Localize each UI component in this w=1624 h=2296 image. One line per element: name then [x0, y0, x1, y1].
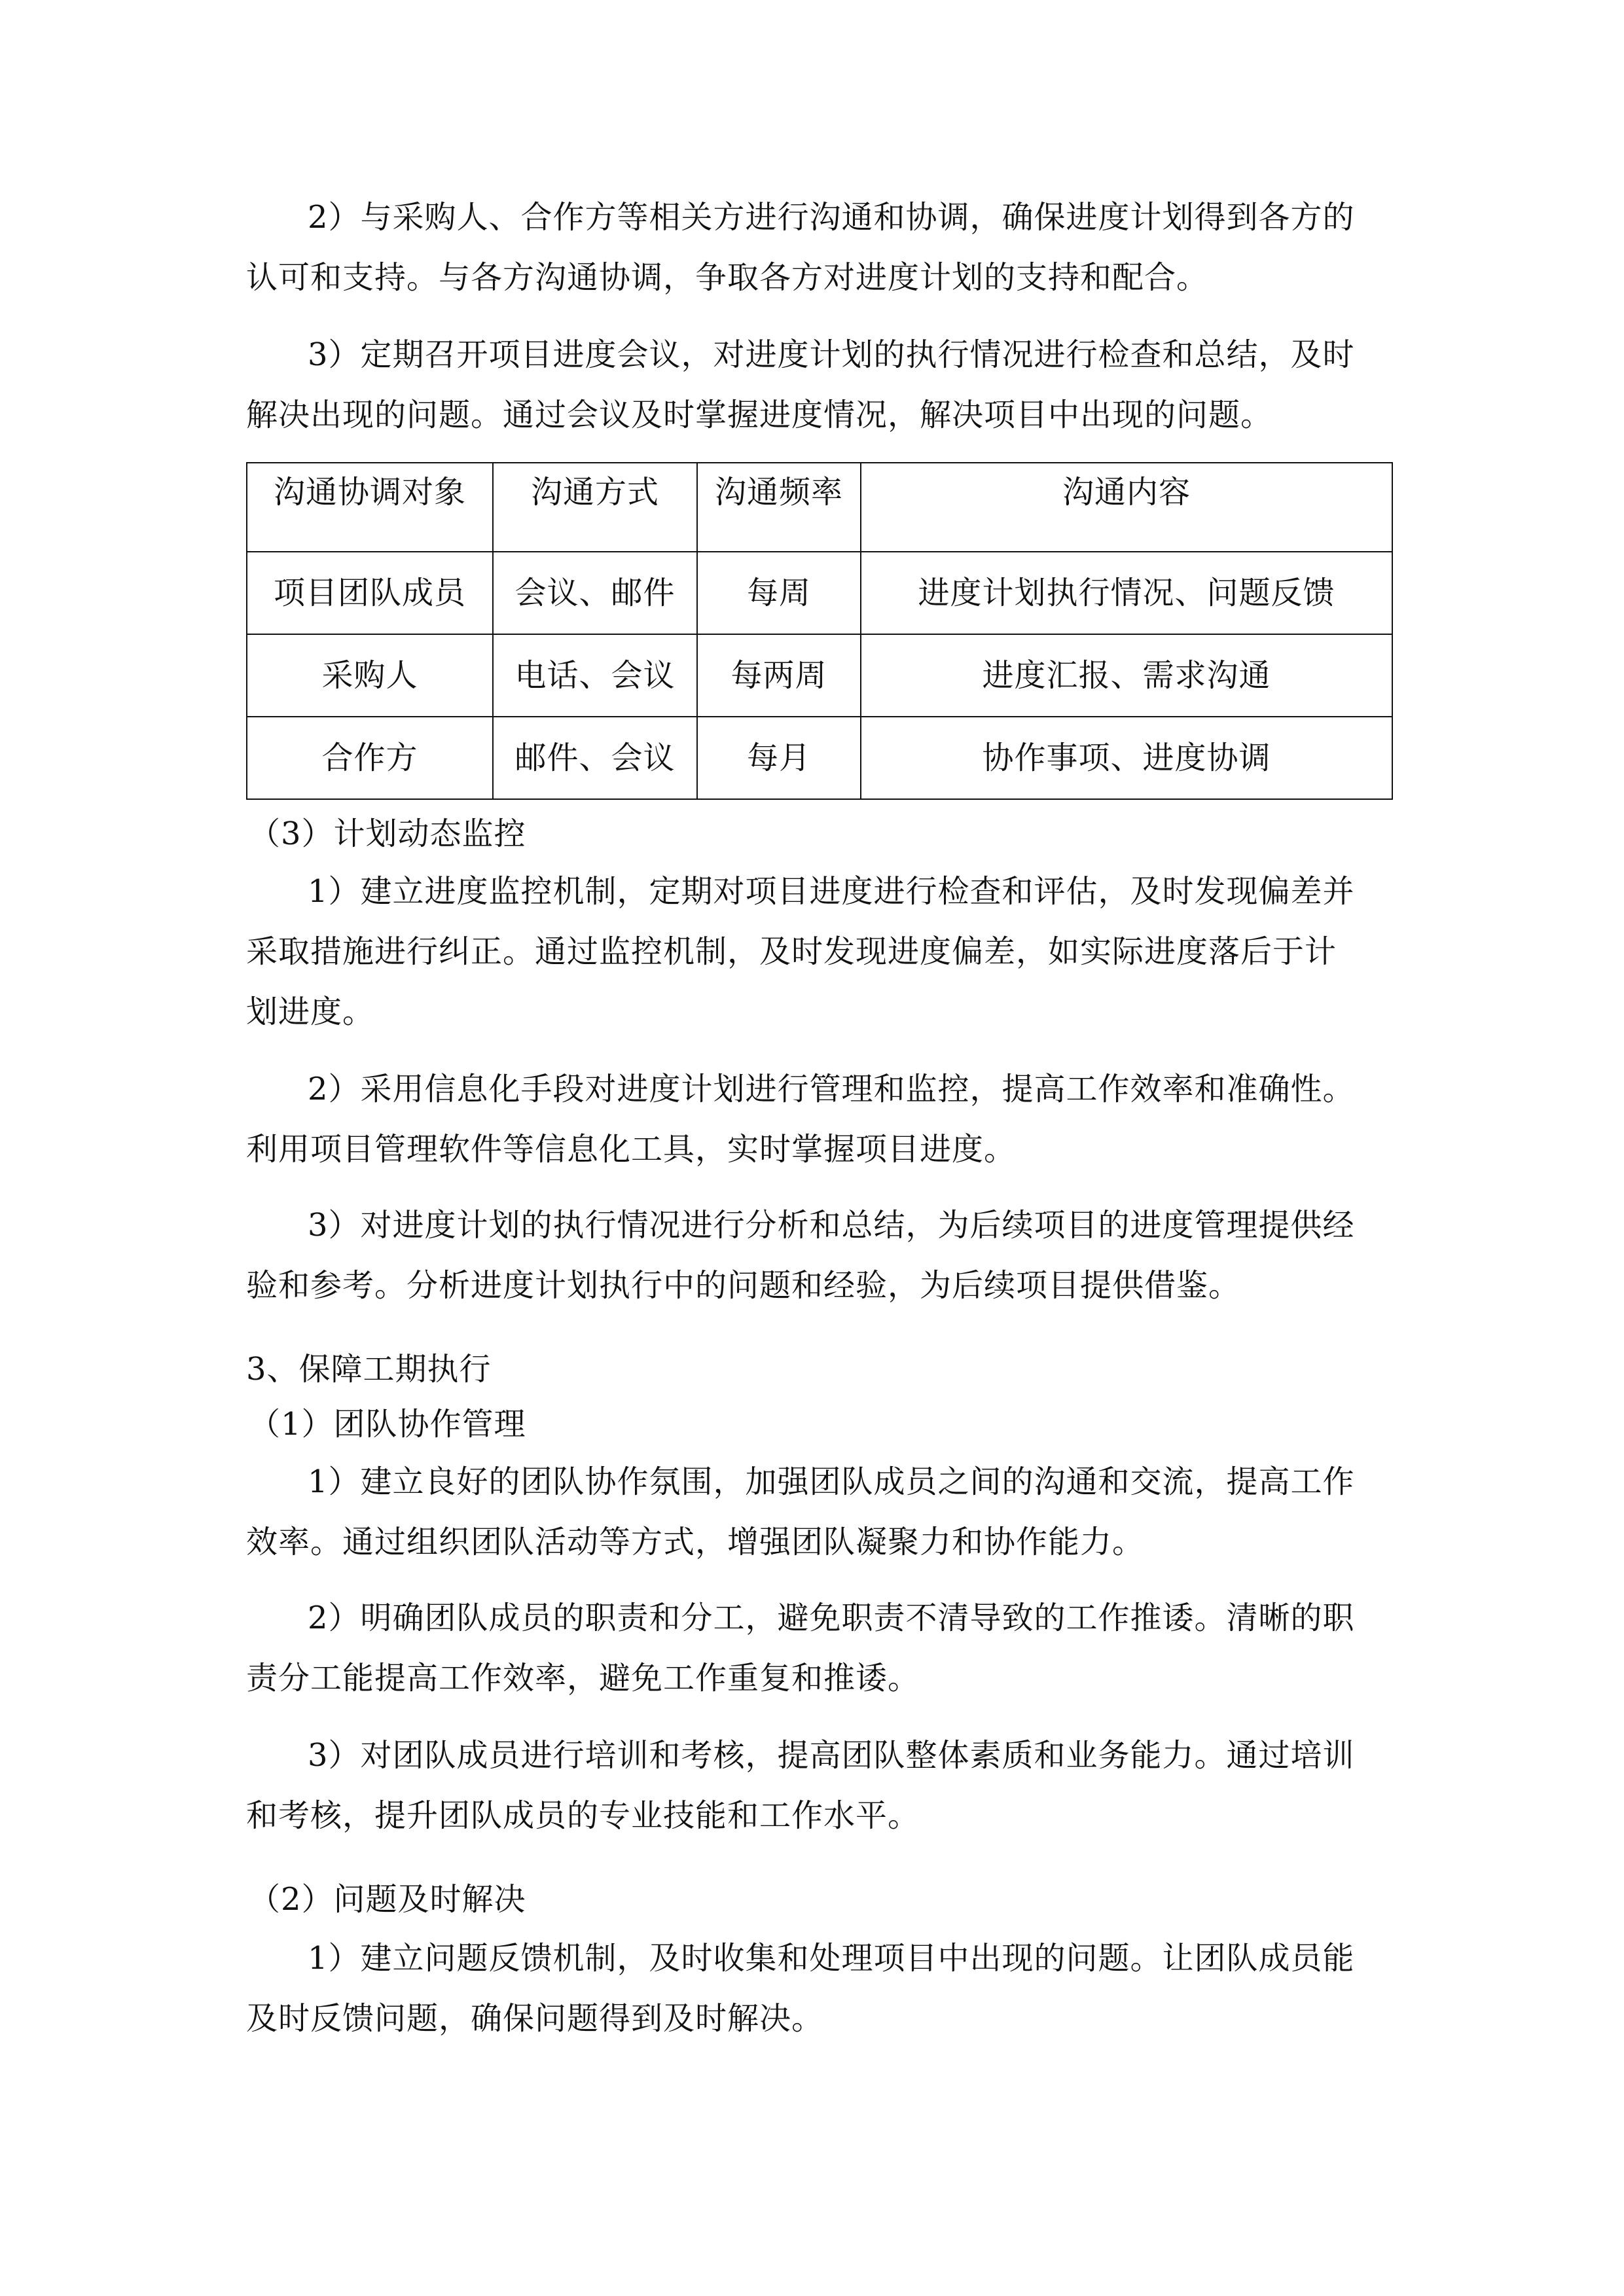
table-header-cell: 沟通频率	[697, 463, 861, 552]
paragraph-line: 责分工能提高工作效率，避免工作重复和推诿。	[246, 1660, 920, 1696]
paragraph-line: 1）建立进度监控机制，定期对项目进度进行检查和评估，及时发现偏差并	[308, 873, 1355, 910]
paragraph-line: 和考核，提升团队成员的专业技能和工作水平。	[246, 1797, 920, 1834]
paragraph-line: 3）对团队成员进行培训和考核，提高团队整体素质和业务能力。通过培训	[308, 1737, 1355, 1774]
paragraph-line: 1）建立良好的团队协作氛围，加强团队成员之间的沟通和交流，提高工作	[308, 1463, 1355, 1500]
paragraph-line: 采取措施进行纠正。通过监控机制，及时发现进度偏差，如实际进度落后于计	[246, 933, 1337, 970]
table-header-cell: 沟通协调对象	[247, 463, 493, 552]
section-heading: （1）团队协作管理	[249, 1406, 526, 1443]
table-cell: 合作方	[247, 717, 493, 799]
paragraph-line: 2）与采购人、合作方等相关方进行沟通和协调，确保进度计划得到各方的	[308, 199, 1355, 236]
table-cell: 电话、会议	[493, 634, 697, 717]
paragraph-line: 2）采用信息化手段对进度计划进行管理和监控，提高工作效率和准确性。	[308, 1071, 1355, 1107]
paragraph-line: 划进度。	[246, 994, 375, 1030]
section-heading: 3、保障工期执行	[246, 1351, 492, 1388]
paragraph-line: 3）对进度计划的执行情况进行分析和总结，为后续项目的进度管理提供经	[308, 1207, 1355, 1244]
section-heading: （2）问题及时解决	[249, 1881, 526, 1918]
table-cell: 协作事项、进度协调	[861, 717, 1392, 799]
paragraph-line: 及时反馈问题，确保问题得到及时解决。	[246, 2000, 824, 2037]
paragraph-line: 解决出现的问题。通过会议及时掌握进度情况，解决项目中出现的问题。	[246, 397, 1273, 433]
table-row	[247, 634, 1392, 717]
table-cell: 进度计划执行情况、问题反馈	[861, 552, 1392, 634]
table-cell: 邮件、会议	[493, 717, 697, 799]
table-cell: 项目团队成员	[247, 552, 493, 634]
paragraph-line: 验和参考。分析进度计划执行中的问题和经验，为后续项目提供借鉴。	[246, 1267, 1241, 1304]
table-cell: 采购人	[247, 634, 493, 717]
communication-table	[246, 462, 1393, 800]
paragraph-line: 认可和支持。与各方沟通协调，争取各方对进度计划的支持和配合。	[246, 259, 1209, 296]
table-cell: 进度汇报、需求沟通	[861, 634, 1392, 717]
paragraph-line: 3）定期召开项目进度会议，对进度计划的执行情况进行检查和总结，及时	[308, 336, 1355, 373]
table-cell: 每周	[697, 552, 861, 634]
table-cell: 每月	[697, 717, 861, 799]
paragraph-line: 2）明确团队成员的职责和分工，避免职责不清导致的工作推诿。清晰的职	[308, 1600, 1355, 1636]
table-row	[247, 552, 1392, 634]
table-row	[247, 717, 1392, 799]
paragraph-line: 利用项目管理软件等信息化工具，实时掌握项目进度。	[246, 1131, 1017, 1168]
section-heading: （3）计划动态监控	[249, 816, 526, 852]
table-header-cell: 沟通方式	[493, 463, 697, 552]
table-cell: 每两周	[697, 634, 861, 717]
table-cell: 会议、邮件	[493, 552, 697, 634]
paragraph-line: 1）建立问题反馈机制，及时收集和处理项目中出现的问题。让团队成员能	[308, 1940, 1355, 1977]
paragraph-line: 效率。通过组织团队活动等方式，增强团队凝聚力和协作能力。	[246, 1524, 1145, 1560]
table-header-row	[247, 463, 1392, 552]
table-header-cell: 沟通内容	[861, 463, 1392, 552]
